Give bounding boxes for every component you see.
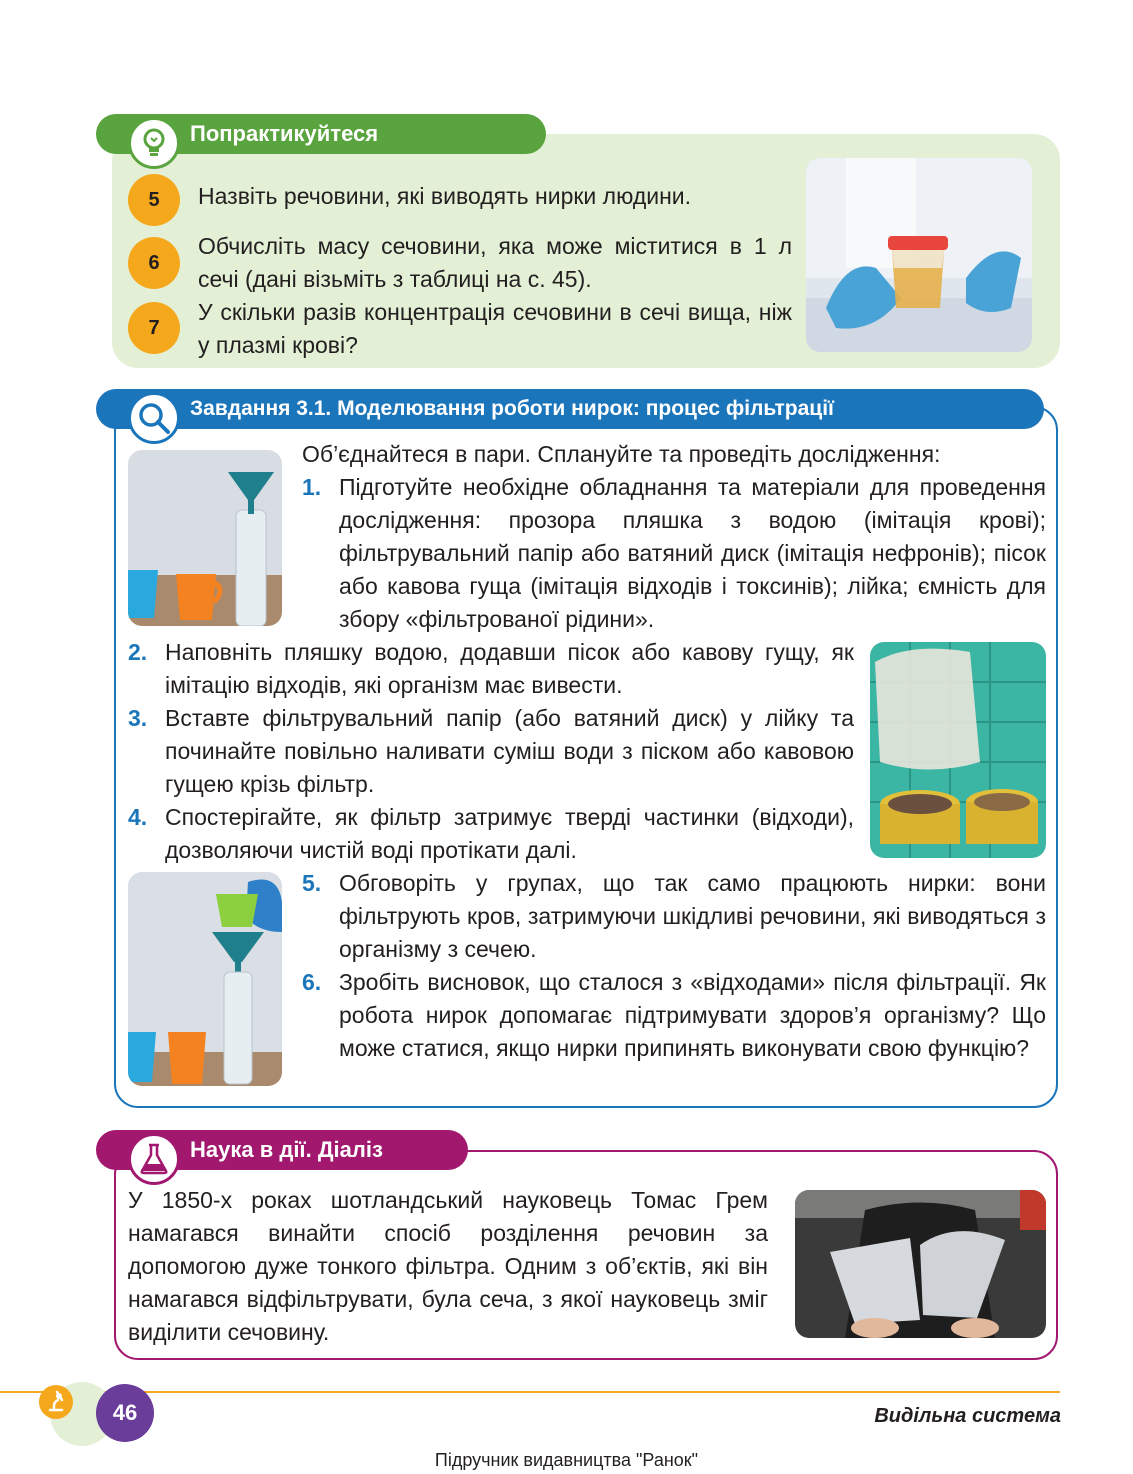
funnel-pouring-photo (128, 872, 282, 1086)
urine-sample-photo (806, 158, 1032, 352)
task-title: Завдання 3.1. Моделювання роботи нирок: процес фільтрації (190, 397, 834, 420)
step-text: Наповніть пляшку водою, додавши пісок або кавову гущу, як імітацію відходів, які організм має вивести. (165, 639, 854, 698)
step-text: Обговоріть у групах, що так само працюють нирки: вони фільтрують кров, затримуючи шкідливі речовини, які виводяться з організму з сечею. (339, 870, 1046, 962)
question-text-6: Обчисліть масу сечовини, яка може міститися в 1 л сечі (дані візьміть з таблиці на с. 45). (198, 233, 792, 292)
task-step-2 (128, 636, 854, 702)
task-step-6 (302, 966, 1046, 1065)
filtering-jars-photo (870, 642, 1046, 858)
practice-title: Попрактикуйтеся (190, 121, 379, 146)
task-intro: Об’єднайтеся в пари. Сплануйте та проведіть дослідження: (302, 441, 941, 467)
task-step-5 (302, 867, 1046, 966)
step-text: Спостерігайте, як фільтр затримує тверді частинки (відходи), дозволяючи чистій воді протікати далі. (165, 804, 854, 863)
task-step-3 (128, 702, 854, 801)
microscope-icon (38, 1384, 74, 1420)
task-step-1 (302, 471, 1046, 636)
footer-divider (0, 1391, 1060, 1393)
task-header (96, 389, 1044, 429)
science-title: Наука в дії. Діаліз (190, 1137, 383, 1162)
step-number: 3. (128, 705, 148, 731)
question-number-6: 6 (128, 237, 180, 289)
task-step-4 (128, 801, 854, 867)
flask-icon (128, 1133, 180, 1185)
question-text-5: Назвіть речовини, які виводять нирки людини. (198, 183, 692, 209)
step-number: 6. (302, 969, 322, 995)
filter-papers-photo (795, 1190, 1046, 1338)
step-text: Вставте фільтрувальний папір (або ватяний диск) у лійку та починайте повільно наливати суміш води з піском або кавовою гущею крізь фільтр. (165, 705, 854, 797)
science-text: У 1850-х роках шотландський науковець Томас Грем намагався винайти спосіб розділення речовин за допомогою дуже тонкого фільтра. Одним з об’єктів, які він намагався відфільтрувати, була сеча, з якої науковець зміг виділити сечовину. (128, 1187, 768, 1345)
step-text: Підготуйте необхідне обладнання та матеріали для проведення дослідження: прозора пляшка з водою (імітація крові); фільтрувальний папір або ватяний диск (імітація нефронів); пісок або кавова гуща (імітація відходів і токсинів); лійка; ємність для збору «фільтрованої рідини». (339, 474, 1046, 632)
magnifier-icon (128, 392, 180, 444)
funnel-bottle-photo (128, 450, 282, 626)
question-text-7: У скільки разів концентрація сечовини в сечі вища, ніж у плазмі крові? (198, 299, 792, 358)
page-number: 46 (96, 1384, 154, 1442)
question-number-5: 5 (128, 174, 180, 226)
lightbulb-icon (128, 117, 180, 169)
step-number: 2. (128, 639, 148, 665)
question-number-7: 7 (128, 302, 180, 354)
step-number: 4. (128, 804, 148, 830)
section-name: Видільна система (874, 1405, 1061, 1427)
step-number: 5. (302, 870, 322, 896)
step-text: Зробіть висновок, що сталося з «відходами» після фільтрації. Як робота нирок допомагає підтримувати здоров’я організму? Що може статися, якщо нирки припинять виконувати свою функцію? (339, 969, 1046, 1061)
publisher-credit: Підручник видавництва "Ранок" (434, 1450, 699, 1470)
step-number: 1. (302, 474, 322, 500)
